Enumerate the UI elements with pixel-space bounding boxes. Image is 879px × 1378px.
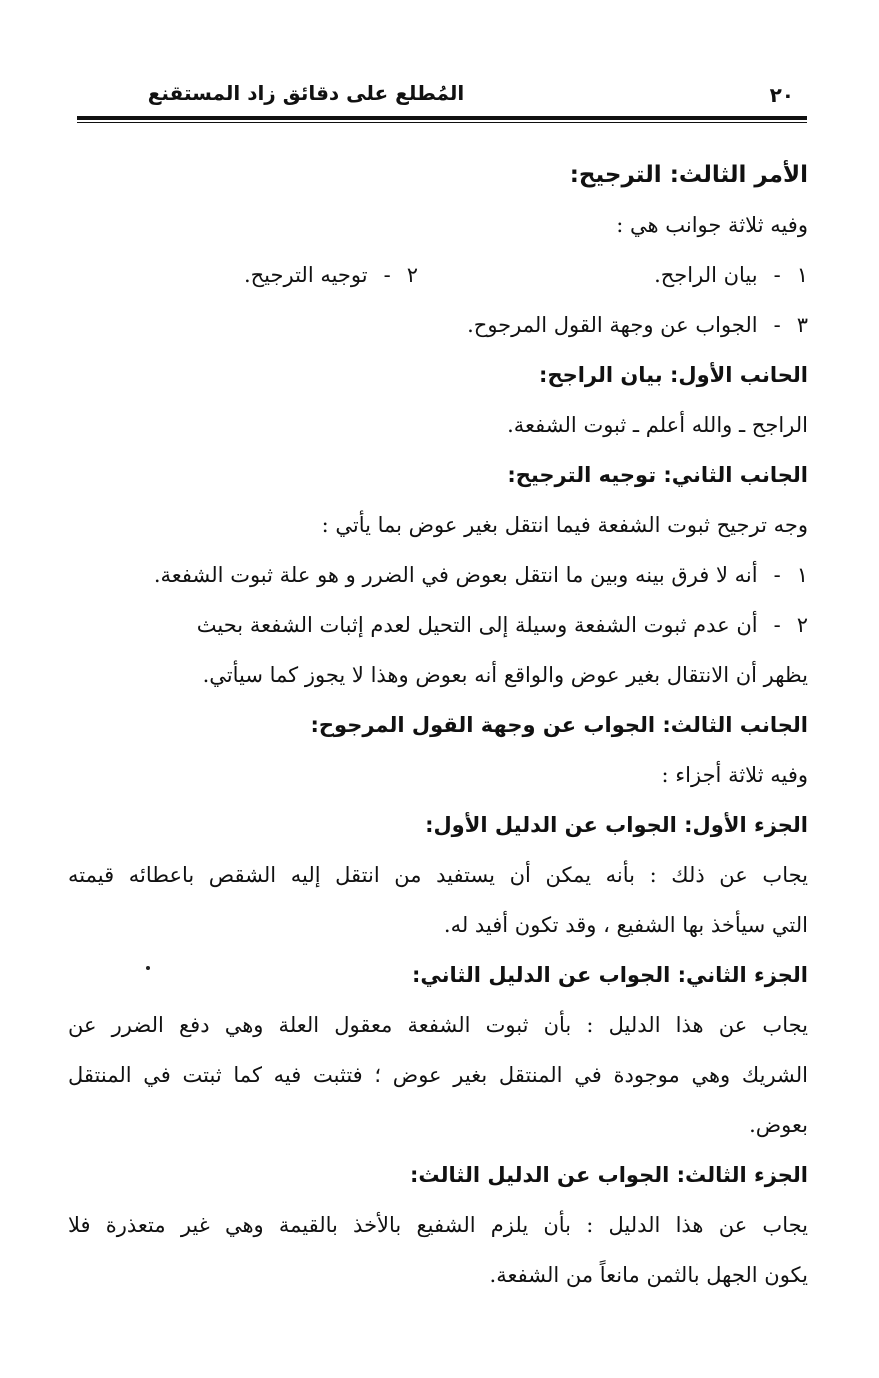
aspect1-text: الراجح ـ والله أعلم ـ ثبوت الشفعة. (507, 413, 808, 437)
part3-line-1: يجاب عن هذا الدليل : بأن يلزم الشفيع بالأخذ بالقيمة وهي غير متعذرة فلا (68, 1213, 808, 1237)
aspect-number: ٣ (796, 313, 808, 337)
part1-line-2: التي سيأخذ بها الشفيع ، وقد تكون أفيد له. (443, 913, 808, 937)
dash: - (773, 613, 781, 637)
reason-item-1 (68, 550, 808, 600)
dash: - (773, 313, 781, 337)
part2-line-3: بعوض. (749, 1113, 808, 1137)
running-header (78, 78, 806, 112)
part3-heading: الجزء الثالث: الجواب عن الدليل الثالث: (409, 1163, 808, 1187)
aspect-text: بيان الراجح. (654, 263, 758, 287)
aspect1-heading: الحانب الأول: بيان الراجح: (539, 363, 808, 387)
aspect2-heading: الجانب الثاني: توجيه الترجيح: (507, 463, 808, 487)
aspect-item-1 (418, 250, 808, 300)
page-body (68, 150, 808, 1300)
aspect2-intro: وجه ترجيح ثبوت الشفعة فيما انتقل بغير عوض بما يأتي : (321, 513, 808, 537)
reason-continuation: يظهر أن الانتقال بغير عوض والواقع أنه بعوض وهذا لا يجوز كما سيأتي. (202, 663, 808, 687)
reason-number: ١ (796, 563, 808, 587)
header-rule-thin (77, 122, 807, 123)
dash: - (773, 263, 781, 287)
reason-text: أن عدم ثبوت الشفعة وسيلة إلى التحيل لعدم إثبات الشفعة بحيث (196, 613, 758, 637)
dash: - (383, 263, 391, 287)
part1-line-1: يجاب عن ذلك : بأنه يمكن أن يستفيد من انتقل إليه الشقص باعطائه قيمته (68, 863, 808, 887)
part2-line-1: يجاب عن هذا الدليل : بأن ثبوت الشفعة معقول العلة وهي دفع الضرر عن (68, 1013, 808, 1037)
aspect-number: ٢ (406, 263, 418, 287)
aspects-row (68, 250, 808, 300)
part1-heading: الجزء الأول: الجواب عن الدليل الأول: (425, 813, 808, 837)
aspect3-intro: وفيه ثلاثة أجزاء : (661, 763, 808, 787)
section-heading: الأمر الثالث: الترجيح: (569, 162, 808, 188)
aspect-text: توجيه الترجيح. (243, 263, 368, 287)
aspect-text: الجواب عن وجهة القول المرجوح. (467, 313, 758, 337)
part3-line-2: يكون الجهل بالثمن مانعاً من الشفعة. (489, 1263, 808, 1287)
reason-text: أنه لا فرق بينه وبين ما انتقل بعوض في الضرر و هو علة ثبوت الشفعة. (153, 563, 758, 587)
page-number: ٢٠ (769, 83, 794, 107)
section-intro: وفيه ثلاثة جوانب هي : (616, 213, 808, 237)
reason-number: ٢ (796, 613, 808, 637)
aspect-item-2 (244, 250, 418, 300)
dash: - (773, 563, 781, 587)
aspect3-heading: الجانب الثالث: الجواب عن وجهة القول المرجوح: (310, 713, 808, 737)
part2-line-2: الشريك وهي موجودة في المنتقل بغير عوض ؛ فتثبت فيه كما ثبتت في المنتقل (68, 1063, 808, 1087)
part2-heading: الجزء الثاني: الجواب عن الدليل الثاني: (411, 963, 808, 987)
book-title: المُطلع على دقائق زاد المستقنع (147, 81, 465, 105)
reason-item-2 (68, 600, 808, 650)
aspect-number: ١ (796, 263, 808, 287)
header-rule-thick (77, 116, 807, 120)
aspect-item-3 (68, 300, 808, 350)
